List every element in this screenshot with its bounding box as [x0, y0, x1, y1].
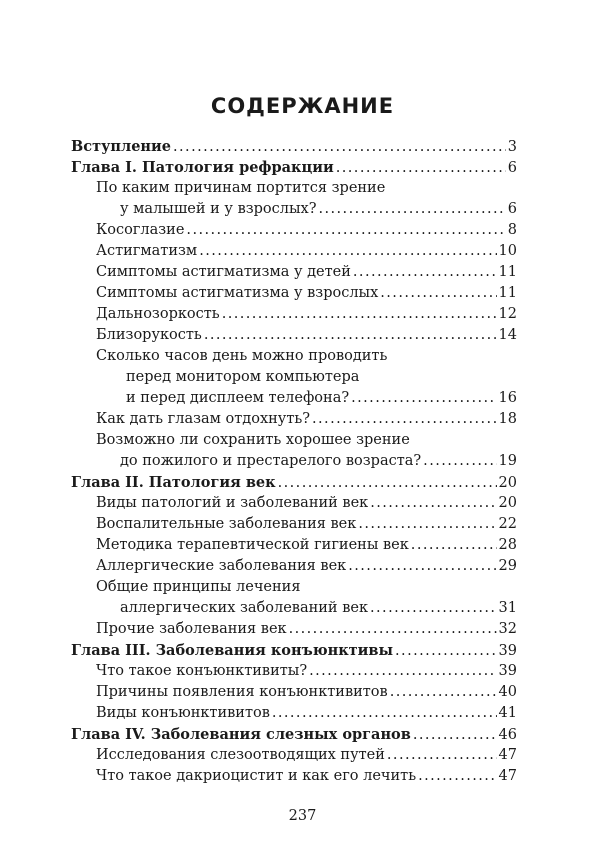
toc-entry-text: Прочие заболевания век — [96, 621, 287, 637]
toc-entry-text: Методика терапевтической гигиены век — [96, 537, 409, 553]
toc-entry-continuation[interactable] — [71, 199, 517, 220]
toc-entry[interactable] — [71, 409, 517, 430]
toc-page-number: 11 — [498, 285, 517, 301]
toc-leader-dots — [413, 725, 497, 745]
toc-page-number: 31 — [498, 600, 517, 616]
toc-entry-text: Астигматизм — [96, 243, 198, 259]
toc-leader-dots — [312, 409, 497, 430]
toc-entry[interactable] — [71, 766, 517, 787]
toc-entry-text: и перед дисплеем телефона? — [126, 390, 350, 406]
page-number: 237 — [288, 808, 317, 824]
toc-entry-continuation[interactable] — [71, 598, 517, 619]
toc-entry-text: до пожилого и престарелого возраста? — [120, 453, 422, 469]
toc-entry[interactable] — [71, 577, 517, 598]
toc-page-number: 14 — [498, 327, 517, 343]
toc-leader-dots — [411, 535, 497, 556]
toc-page-number: 39 — [498, 663, 517, 679]
toc-entry-text: Косоглазие — [96, 222, 185, 238]
toc-leader-dots — [336, 158, 506, 178]
toc-entry-text: Общие принципы лечения — [96, 579, 301, 595]
toc-entry-text: Возможно ли сохранить хорошее зрение — [96, 432, 410, 448]
toc-leader-dots — [199, 241, 496, 262]
toc-entry-text: перед монитором компьютера — [126, 369, 360, 385]
toc-leader-dots — [272, 703, 497, 724]
toc-page-number: 41 — [498, 705, 517, 721]
toc-page-number: 16 — [498, 390, 517, 406]
toc-entry[interactable] — [71, 325, 517, 346]
toc-leader-dots — [370, 598, 497, 619]
toc-leader-dots — [173, 137, 506, 157]
toc-entry[interactable] — [71, 556, 517, 577]
toc-page-number: 39 — [498, 643, 517, 659]
toc-page-number: 29 — [498, 558, 517, 574]
toc-chapter[interactable] — [71, 157, 517, 178]
toc-entry[interactable] — [71, 703, 517, 724]
toc-entry-text: Вступление — [71, 138, 172, 155]
toc-entry-text: Виды патологий и заболеваний век — [96, 495, 369, 511]
toc-page-number: 47 — [498, 768, 517, 784]
toc-entry[interactable] — [71, 220, 517, 241]
toc-leader-dots — [395, 641, 497, 661]
toc-page-number: 46 — [498, 727, 517, 743]
toc-page-number: 47 — [498, 747, 517, 763]
toc-chapter[interactable] — [71, 724, 517, 745]
toc-page-number: 6 — [507, 160, 517, 176]
toc-entry-text: Что такое конъюнктивиты? — [96, 663, 308, 679]
toc-page-number: 8 — [507, 222, 517, 238]
toc-entry-text: Воспалительные заболевания век — [96, 516, 357, 532]
toc-leader-dots — [418, 766, 496, 787]
toc-chapter[interactable] — [71, 472, 517, 493]
toc-leader-dots — [278, 473, 497, 493]
toc-entry-text: Причины появления конъюнктивитов — [96, 684, 388, 700]
toc-entry[interactable] — [71, 493, 517, 514]
toc-entry[interactable] — [71, 262, 517, 283]
toc-chapter[interactable] — [71, 640, 517, 661]
toc-leader-dots — [222, 304, 497, 325]
toc-leader-dots — [423, 451, 496, 472]
toc-page-number: 12 — [498, 306, 517, 322]
toc-page-number: 20 — [498, 495, 517, 511]
toc-leader-dots — [351, 388, 496, 409]
table-of-contents — [71, 136, 517, 787]
toc-entry-text: у малышей и у взрослых? — [120, 201, 317, 217]
toc-entry-text: Исследования слезоотводящих путей — [96, 747, 385, 763]
toc-page-number: 32 — [498, 621, 517, 637]
toc-entry[interactable] — [71, 346, 517, 367]
toc-entry-text: аллергических заболеваний век — [120, 600, 369, 616]
toc-entry-text: По каким причинам портится зрение — [96, 180, 386, 196]
toc-page-number: 19 — [498, 453, 517, 469]
toc-entry[interactable] — [71, 661, 517, 682]
toc-page-number: 3 — [507, 139, 517, 155]
toc-leader-dots — [204, 325, 497, 346]
toc-entry[interactable] — [71, 283, 517, 304]
toc-page-number: 10 — [498, 243, 517, 259]
toc-leader-dots — [186, 220, 505, 241]
toc-leader-dots — [390, 682, 497, 703]
toc-entry[interactable] — [71, 682, 517, 703]
toc-leader-dots — [318, 199, 505, 220]
toc-entry[interactable] — [71, 241, 517, 262]
toc-entry-text: Что такое дакриоцистит и как его лечить — [96, 768, 417, 784]
toc-entry[interactable] — [71, 535, 517, 556]
toc-entry[interactable] — [71, 745, 517, 766]
toc-leader-dots — [387, 745, 497, 766]
toc-page-number: 20 — [498, 475, 517, 491]
toc-entry[interactable] — [71, 619, 517, 640]
toc-entry-text: Близорукость — [96, 327, 202, 343]
toc-entry[interactable] — [71, 136, 517, 157]
toc-entry-text: Глава IV. Заболевания слезных органов — [71, 726, 411, 743]
toc-entry-continuation[interactable] — [71, 451, 517, 472]
toc-leader-dots — [348, 556, 496, 577]
toc-entry-text: Симптомы астигматизма у детей — [96, 264, 351, 280]
toc-leader-dots — [289, 619, 497, 640]
toc-leader-dots — [309, 661, 496, 682]
toc-entry-text: Глава II. Патология век — [71, 474, 276, 491]
toc-entry[interactable] — [71, 178, 517, 199]
toc-page-number: 6 — [507, 201, 517, 217]
toc-leader-dots — [358, 514, 496, 535]
toc-page-number: 40 — [498, 684, 517, 700]
toc-entry-text: Сколько часов день можно проводить — [96, 348, 388, 364]
toc-entry-text: Аллергические заболевания век — [96, 558, 347, 574]
toc-page-number: 18 — [498, 411, 517, 427]
toc-entry-text: Симптомы астигматизма у взрослых — [96, 285, 379, 301]
toc-entry-text: Дальнозоркость — [96, 306, 220, 322]
toc-leader-dots — [370, 493, 496, 514]
toc-entry-continuation[interactable] — [71, 367, 517, 388]
toc-entry[interactable] — [71, 430, 517, 451]
toc-entry-text: Как дать глазам отдохнуть? — [96, 411, 311, 427]
toc-entry-text: Глава III. Заболевания конъюнктивы — [71, 642, 394, 659]
page-title: СОДЕРЖАНИЕ — [210, 94, 395, 118]
toc-leader-dots — [353, 262, 497, 283]
toc-page-number: 11 — [498, 264, 517, 280]
toc-entry-text: Глава I. Патология рефракции — [71, 159, 334, 176]
toc-entry-text: Виды конъюнктивитов — [96, 705, 270, 721]
toc-entry[interactable] — [71, 514, 517, 535]
toc-entry-continuation[interactable] — [71, 388, 517, 409]
toc-page-number: 22 — [498, 516, 517, 532]
toc-entry[interactable] — [71, 304, 517, 325]
toc-page-number: 28 — [498, 537, 517, 553]
toc-leader-dots — [380, 283, 496, 304]
